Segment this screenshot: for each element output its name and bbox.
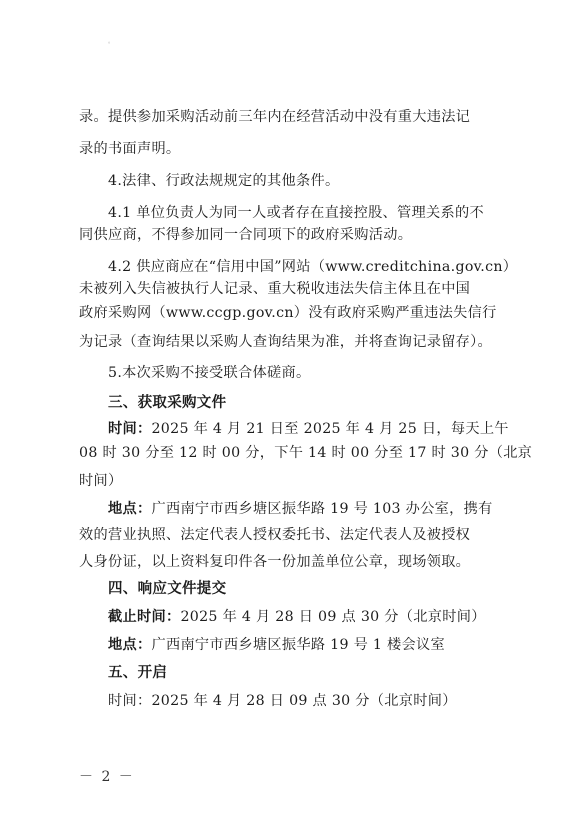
scan-mark: 。 xyxy=(108,38,115,45)
section-heading-4: 四、响应文件提交 xyxy=(108,581,227,597)
time-label: 时间： xyxy=(108,421,152,437)
text-line-5: 同供应商，不得参加同一合同项下的政府采购活动。 xyxy=(79,227,413,243)
text-line-10: 5.本次采购不接受联合体磋商。 xyxy=(108,365,311,381)
venue-label: 地点： xyxy=(108,637,152,653)
text-line-16: 效的营业执照、法定代表人授权委托书、法定代表人及被授权 xyxy=(79,527,471,543)
section-heading-5: 五、开启 xyxy=(108,665,168,681)
venue-line xyxy=(108,636,445,654)
page-number: － 2 － xyxy=(79,769,135,785)
text-line-7: 未被列入失信被执行人记录、重大税收违法失信主体且在中国 xyxy=(79,281,471,297)
text-line-14: 时间） xyxy=(79,473,123,489)
text-line-22: 时间：2025 年 4 月 28 日 09 点 30 分（北京时间） xyxy=(108,693,457,709)
time-line xyxy=(108,420,509,438)
text-line-9: 为记录（查询结果以采购人查询结果为准，并将查询记录留存）。 xyxy=(79,334,493,350)
text-line-6: 4.2 供应商应在“信用中国”网站（www.creditchina.gov.cn） xyxy=(108,259,518,275)
location-value: 广西南宁市西乡塘区振华路 19 号 103 办公室，携有 xyxy=(151,501,493,517)
location-label: 地点： xyxy=(108,501,152,517)
venue-value: 广西南宁市西乡塘区振华路 19 号 1 楼会议室 xyxy=(151,637,445,653)
section-heading-3: 三、获取采购文件 xyxy=(108,395,227,411)
text-line-3: 4.法律、行政法规规定的其他条件。 xyxy=(108,173,340,189)
text-line-1: 录。提供参加采购活动前三年内在经营活动中没有重大违法记 xyxy=(79,109,471,125)
text-line-4: 4.1 单位负责人为同一人或者存在直接控股、管理关系的不 xyxy=(108,205,484,221)
text-line-2: 录的书面声明。 xyxy=(79,141,181,157)
deadline-value: 2025 年 4 月 28 日 09 点 30 分（北京时间） xyxy=(180,609,486,625)
text-line-17: 人身份证，以上资料复印件各一份加盖单位公章，现场领取。 xyxy=(79,554,471,570)
deadline-label: 截止时间： xyxy=(108,609,181,625)
location-line xyxy=(108,500,493,518)
text-line-8: 政府采购网（www.ccgp.gov.cn）没有政府采购严重违法失信行 xyxy=(79,305,497,321)
deadline-line xyxy=(108,608,486,626)
time-value: 2025 年 4 月 21 日至 2025 年 4 月 25 日，每天上午 xyxy=(151,421,509,437)
text-line-13: 08 时 30 分至 12 时 00 分，下午 14 时 00 分至 17 时 30 分（北京 xyxy=(79,445,533,461)
